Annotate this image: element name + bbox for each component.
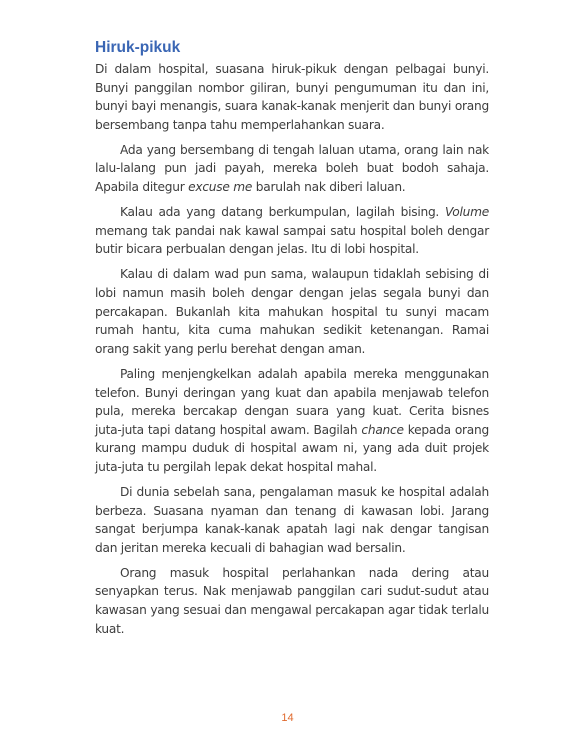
paragraph-2 [95,141,489,197]
paragraph-6 [95,483,489,557]
paragraph-3-italic-volume: Volume [444,205,489,220]
page-content [95,38,489,645]
paragraph-3 [95,203,489,259]
paragraph-2-italic-excuse-me: excuse me [188,180,253,195]
paragraph-3-text-2: memang tak pandai nak kawal sampai satu hospital boleh dengar butir bicara perbualan dengan jelas. Itu di lobi hospital. [95,223,489,257]
paragraph-4 [95,265,489,358]
paragraph-7-text-1: Orang masuk hospital perlahankan nada dering atau senyapkan terus. Nak menjawab panggilan cari sudut-sudut atau kawasan yang sesuai dan mengawal percakapan agar tidak terlalu kuat. [95,565,489,636]
section-title: Hiruk-pikuk [95,39,181,56]
paragraph-1-text-1: Di dalam hospital, suasana hiruk-pikuk dengan pelbagai bunyi. Bunyi panggilan nombor giliran, bunyi pengumuman itu dan ini, bunyi bayi menangis, suara kanak-kanak menjerit dan bunyi orang bersembang tanpa tahu memperlahankan suara. [95,62,489,132]
page-number: 14 [281,712,294,724]
paragraph-3-text-1: Kalau ada yang datang berkumpulan, lagilah bising. [120,205,445,220]
paragraph-2-text-2: barulah nak diberi laluan. [252,180,406,195]
paragraph-6-text-1: Di dunia sebelah sana, pengalaman masuk ke hospital adalah berbeza. Suasana nyaman dan tenang di kawasan lobi. Jarang sangat berjumpa kanak-kanak apatah lagi nak dengar tangisan dan jeritan mereka kecuali di bahagian wad bersalin. [95,484,489,555]
paragraph-5-text-2: kepada orang kurang mampu duduk di hospital awam ni, yang ada duit projek juta-juta tu pergilah lepak dekat hospital mahal. [95,422,489,474]
paragraph-4-text-1: Kalau di dalam wad pun sama, walaupun tidaklah sebising di lobi namun masih boleh dengar dengan jelas segala bunyi dan percakapan. Bukanlah kita mahukan hospital tu sunyi macam rumah hantu, kita cuma mahukan sedikit ketenangan. Ramai orang sakit yang perlu berehat dengan aman. [95,267,489,356]
paragraph-5-text-1: Paling menjengkelkan adalah apabila mereka menggunakan telefon. Bunyi deringan yang kuat dan apabila menjawab telefon pula, mereka bercakap dengan suara yang kuat. Cerita bisnes juta-juta tapi datang hospital awam. Bagilah [95,366,489,437]
paragraph-5 [95,365,489,477]
paragraph-5-italic-chance: chance [361,422,404,437]
paragraph-1 [95,60,489,134]
paragraph-7 [95,564,489,638]
paragraph-2-text-1: Ada yang bersembang di tengah laluan utama, orang lain nak lalu-lalang pun jadi payah, mereka boleh buat bodoh sahaja. Apabila ditegur [95,142,489,195]
